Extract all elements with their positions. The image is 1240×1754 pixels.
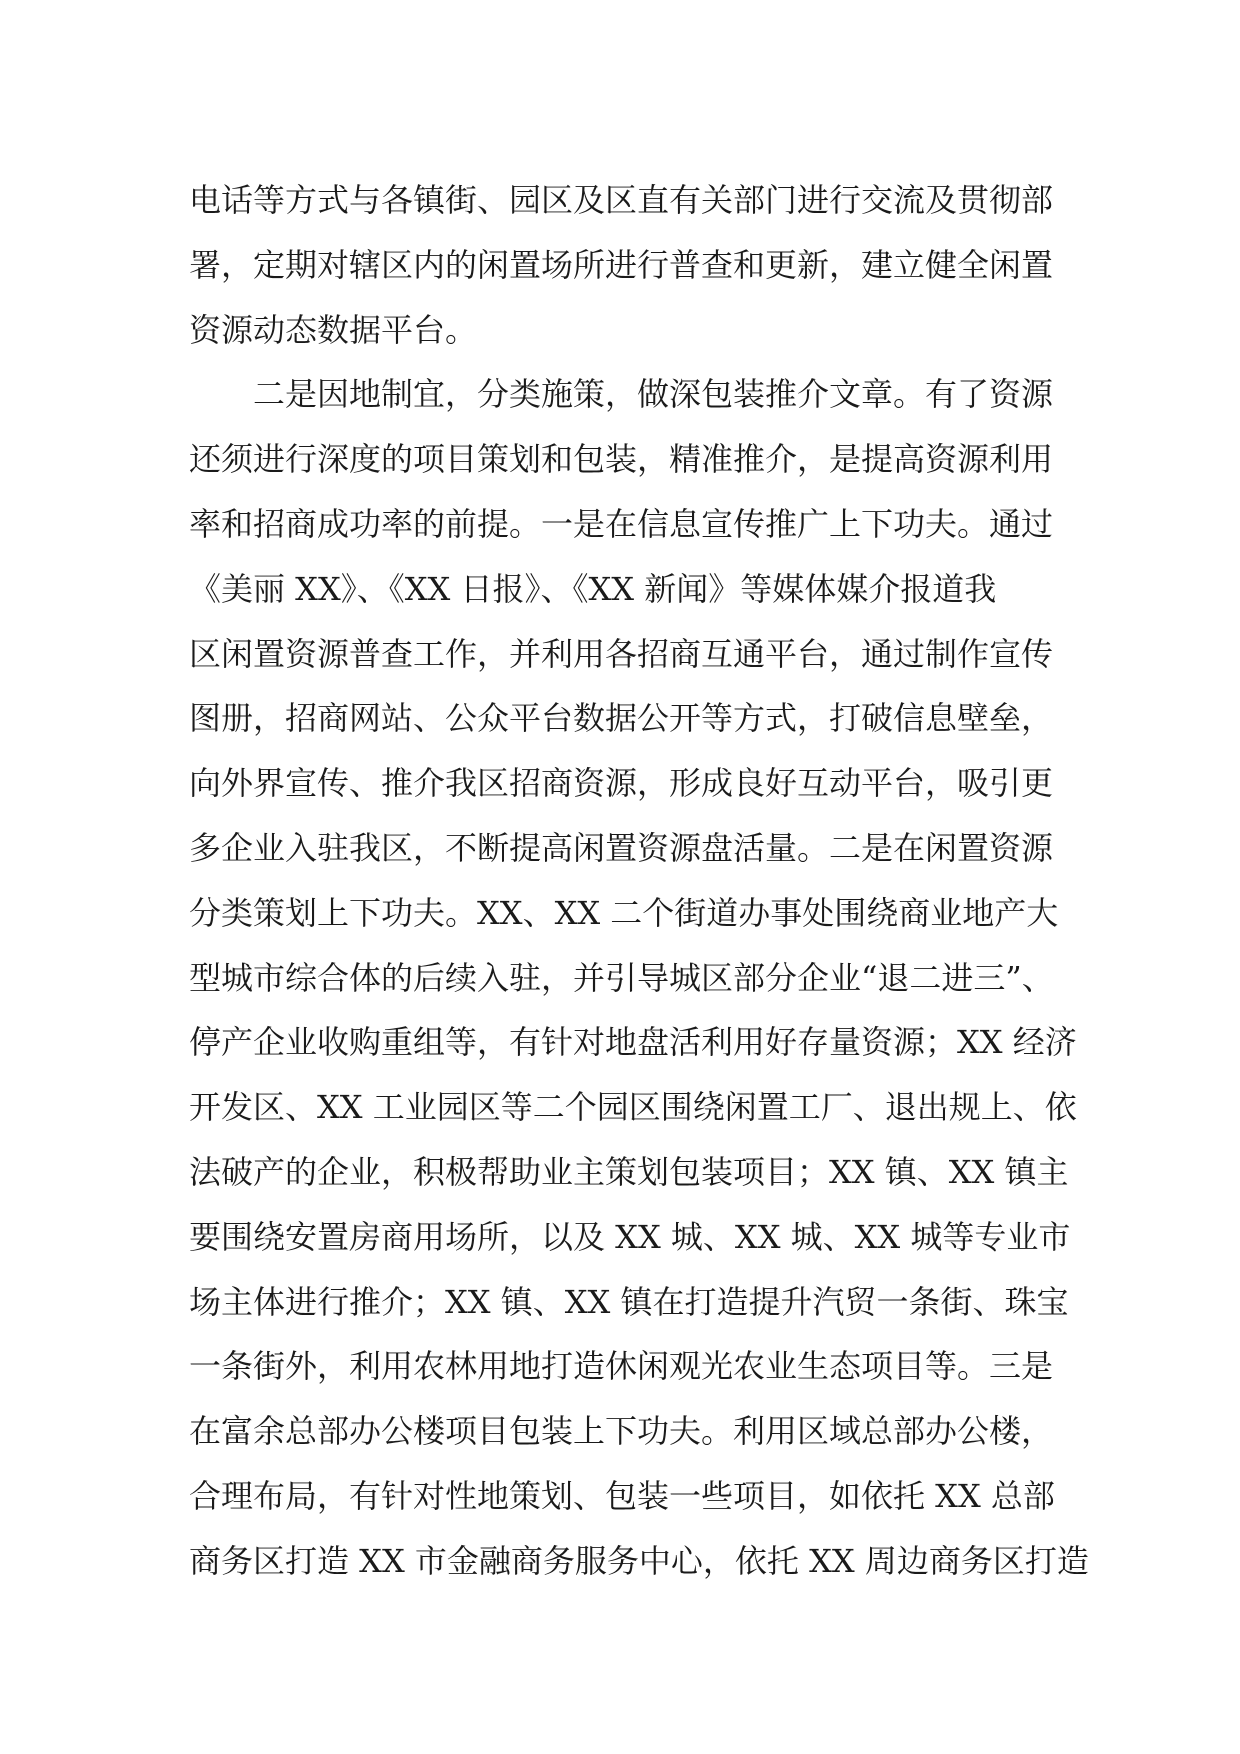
text-line: 图册，招商网站、公众平台数据公开等方式，打破信息壁垒， (189, 699, 1054, 738)
text-line: 多企业入驻我区，不断提高闲置资源盘活量。二是在闲置资源 (189, 828, 1054, 867)
text-line: 要围绕安置房商用场所，以及 XX 城、XX 城、XX 城等专业市 (189, 1217, 1071, 1256)
text-line: 率和招商成功率的前提。一是在信息宣传推广上下功夫。通过 (189, 504, 1054, 543)
text-line: 商务区打造 XX 市金融商务服务中心，依托 XX 周边商务区打造 (189, 1541, 1089, 1580)
body-text (189, 168, 1089, 1594)
text-line: 一条街外，利用农林用地打造休闲观光农业生态项目等。三是 (189, 1347, 1054, 1386)
text-line: 分类策划上下功夫。XX、XX 二个街道办事处围绕商业地产大 (189, 893, 1059, 932)
text-line: 向外界宣传、推介我区招商资源，形成良好互动平台，吸引更 (189, 764, 1054, 803)
text-line: 合理布局，有针对性地策划、包装一些项目，如依托 XX 总部 (189, 1476, 1055, 1515)
text-line: 开发区、XX 工业园区等二个园区围绕闲置工厂、退出规上、依 (189, 1088, 1077, 1127)
text-line: 停产企业收购重组等，有针对地盘活利用好存量资源；XX 经济 (189, 1023, 1077, 1062)
text-line: 资源动态数据平台。 (189, 310, 478, 349)
paragraph-first-line: 二是因地制宜，分类施策，做深包装推介文章。有了资源 (253, 375, 1054, 414)
text-line: 法破产的企业，积极帮助业主策划包装项目；XX 镇、XX 镇主 (189, 1152, 1069, 1191)
text-line: 还须进行深度的项目策划和包装，精准推介，是提高资源利用 (189, 440, 1054, 479)
text-line: 在富余总部办公楼项目包装上下功夫。利用区域总部办公楼， (189, 1412, 1054, 1451)
text-line: 场主体进行推介；XX 镇、XX 镇在打造提升汽贸一条街、珠宝 (189, 1282, 1069, 1321)
text-line: 电话等方式与各镇街、园区及区直有关部门进行交流及贯彻部 (189, 181, 1054, 219)
text-line: 型城市综合体的后续入驻，并引导城区部分企业“退二进三”、 (189, 958, 1054, 997)
text-line: 区闲置资源普查工作，并利用各招商互通平台，通过制作宣传 (189, 634, 1054, 673)
text-line: 署，定期对辖区内的闲置场所进行普查和更新，建立健全闲置 (189, 245, 1054, 284)
text-line: 《美丽 XX》、《XX 日报》、《XX 新闻》等媒体媒介报道我 (189, 569, 997, 608)
